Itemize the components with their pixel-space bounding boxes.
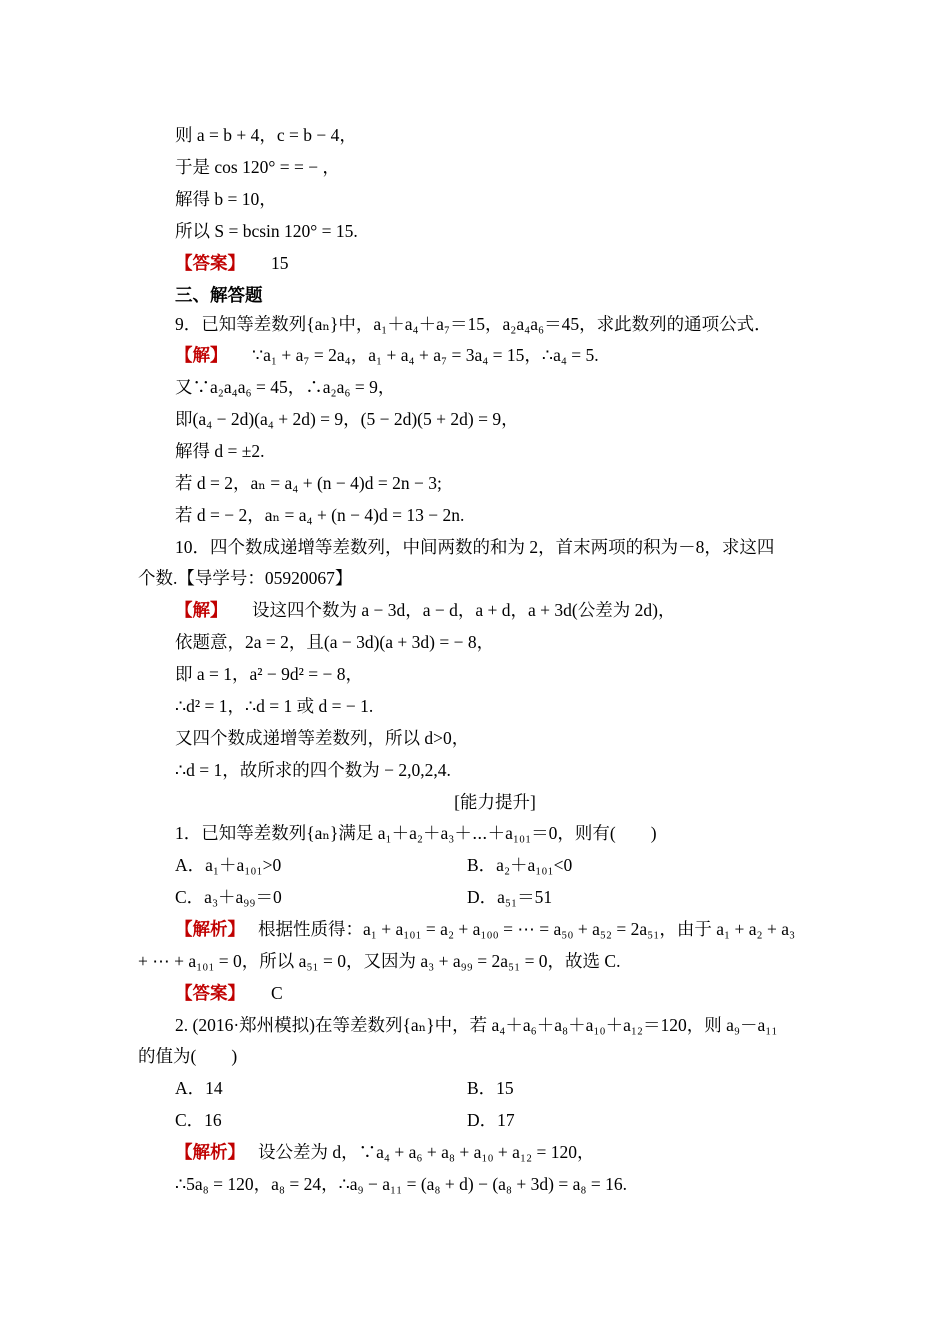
solution-line: ∴d² = 1，∴d = 1 或 d = − 1.	[175, 696, 374, 716]
section-heading: 三、解答题	[175, 285, 263, 305]
solution-tag: 【解】	[175, 345, 228, 365]
option-d: D．17	[467, 1110, 515, 1130]
solution-line: 即(a₄ − 2d)(a₄ + 2d) = 9，(5 − 2d)(5 + 2d) = 9，	[175, 409, 519, 429]
solution-line: 若 d = − 2，aₙ = a₄ + (n − 4)d = 13 − 2n.	[175, 505, 465, 525]
solution-line: 又∵a₂a₄a₆ = 45，∴a₂a₆ = 9，	[175, 377, 396, 397]
question-2: 2. (2016·郑州模拟)在等差数列{aₙ}中，若 a₄＋a₆＋a₈＋a₁₀＋a₁₂＝120，则 a₉－a₁₁	[175, 1015, 778, 1035]
question-10: 10．四个数成递增等差数列，中间两数的和为 2，首末两项的积为－8，求这四	[175, 537, 775, 557]
analysis-line: + ⋯ + a₁₀₁ = 0，所以 a₅₁ = 0，又因为 a₃ + a₉₉ = 2a₅₁ = 0，故选 C.	[138, 951, 621, 971]
answer-value: C	[271, 983, 283, 1003]
option-a: A．14	[175, 1078, 223, 1098]
answer-tag: 【答案】	[175, 983, 245, 1003]
option-b: B．15	[467, 1078, 514, 1098]
solution-line: 若 d = 2，aₙ = a₄ + (n − 4)d = 2n − 3;	[175, 473, 442, 493]
option-c: C．16	[175, 1110, 222, 1130]
question-2-cont: 的值为( )	[138, 1046, 238, 1066]
text-line: 则 a = b + 4，c = b − 4，	[175, 125, 357, 145]
option-b: B．a₂＋a₁₀₁<0	[467, 855, 573, 875]
solution-line: 依题意，2a = 2，且(a − 3d)(a + 3d) = − 8，	[175, 632, 495, 652]
section-heading-ability: [能力提升]	[454, 792, 536, 812]
text-line: 所以 S = bcsin 120° = 15.	[175, 221, 358, 241]
solution-line: ∴d = 1，故所求的四个数为 − 2,0,2,4.	[175, 760, 451, 780]
question-9: 9．已知等差数列{aₙ}中，a₁＋a₄＋a₇＝15，a₂a₄a₆＝45，求此数列的通项公式．	[175, 314, 772, 334]
analysis-tag: 【解析】	[175, 919, 245, 939]
text-line: 于是 cos 120° = = − ，	[175, 157, 340, 177]
solution-line: 又四个数成递增等差数列，所以 d>0，	[175, 728, 470, 748]
analysis-line: 根据性质得：a₁ + a₁₀₁ = a₂ + a₁₀₀ = ⋯ = a₅₀ + a₅₂ = 2a₅₁，由于 a₁ + a₂ + a₃	[258, 919, 796, 939]
question-10-cont: 个数.【导学号：05920067】	[138, 568, 353, 588]
option-a: A．a₁＋a₁₀₁>0	[175, 855, 282, 875]
analysis-tag: 【解析】	[175, 1142, 245, 1162]
solution-line: 解得 d = ±2.	[175, 441, 265, 461]
analysis-line: 设公差为 d，∵a₄ + a₆ + a₈ + a₁₀ + a₁₂ = 120，	[258, 1142, 595, 1162]
solution-tag: 【解】	[175, 600, 228, 620]
option-c: C．a₃＋a₉₉＝0	[175, 887, 282, 907]
answer-tag: 【答案】	[175, 253, 245, 273]
text-line: 解得 b = 10，	[175, 189, 277, 209]
option-d: D．a₅₁＝51	[467, 887, 553, 907]
analysis-line: ∴5a₈ = 120，a₈ = 24，∴a₉ − a₁₁ = (a₈ + d) − (a₈ + 3d) = a₈ = 16.	[175, 1174, 627, 1194]
answer-value: 15	[271, 253, 289, 273]
solution-line: 设这四个数为 a − 3d，a − d，a + d，a + 3d(公差为 2d)，	[252, 600, 676, 620]
question-1: 1．已知等差数列{aₙ}满足 a₁＋a₂＋a₃＋⋯＋a₁₀₁＝0，则有( )	[175, 823, 657, 843]
solution-line: 即 a = 1，a² − 9d² = − 8，	[175, 664, 364, 684]
solution-line: ∵a₁ + a₇ = 2a₄，a₁ + a₄ + a₇ = 3a₄ = 15，∴a₄ = 5.	[252, 345, 599, 365]
